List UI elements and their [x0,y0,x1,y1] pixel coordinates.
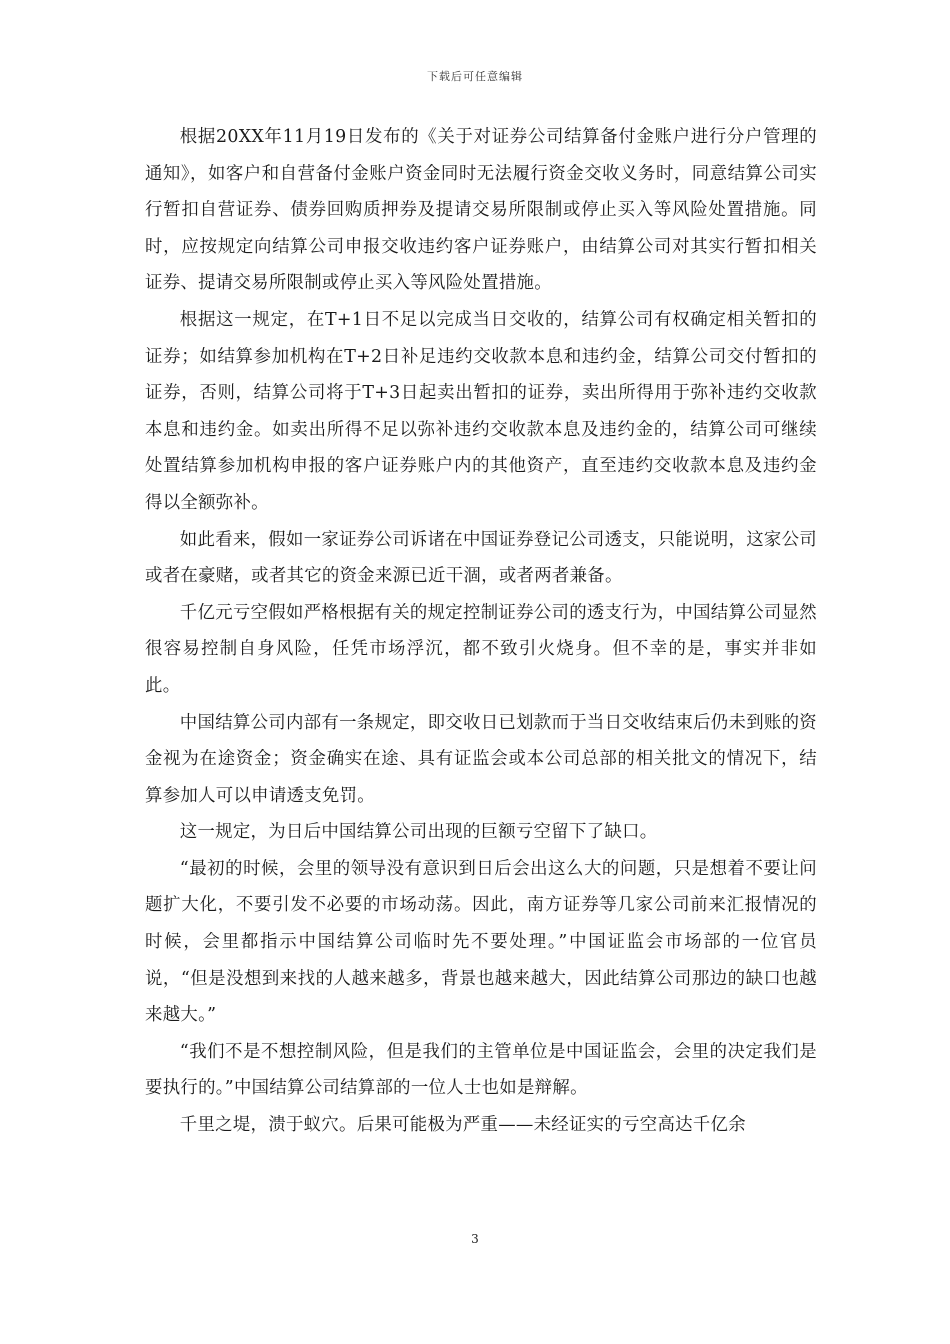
paragraph: “我们不是不想控制风险，但是我们的主管单位是中国证监会，会里的决定我们是要执行的。”中国结算公司结算部的一位人士也如是辩解。 [145,1041,817,1099]
page-header: 下载后可任意编辑 [427,70,523,83]
paragraph: 中国结算公司内部有一条规定，即交收日已划款而于当日交收结束后仍未到账的资金视为在途资金；资金确实在途、具有证监会或本公司总部的相关批文的情况下，结算参加人可以申请透支免罚。 [145,712,817,806]
paragraph: 千亿元亏空假如严格根据有关的规定控制证券公司的透支行为，中国结算公司显然很容易控制自身风险，任凭市场浮沉，都不致引火烧身。但不幸的是，事实并非如此。 [145,602,817,696]
paragraph: 根据这一规定，在T+1日不足以完成当日交收的，结算公司有权确定相关暂扣的证券；如结算参加机构在T+2日补足违约交收款本息和违约金，结算公司交付暂扣的证券，否则，结算公司将于T+3日起卖出暂扣的证券，卖出所得用于弥补违约交收款本息和违约金。如卖出所得不足以弥补违约交收款本息及违约金的，结算公司可继续处置结算参加机构申报的客户证券账户内的其他资产，直至违约交收款本息及违约金得以全额弥补。 [145,309,817,513]
paragraph: 这一规定，为日后中国结算公司出现的巨额亏空留下了缺口。 [179,822,658,843]
paragraph: 如此看来，假如一家证券公司诉诸在中国证券登记公司透支，只能说明，这家公司或者在豪赌，或者其它的资金来源已近干涸，或者两者兼备。 [145,529,817,587]
page-number: 3 [471,1232,479,1246]
document-body [145,119,817,1144]
paragraph: 根据20XX年11月19日发布的《关于对证券公司结算备付金账户进行分户管理的通知》，如客户和自营备付金账户资金同时无法履行资金交收义务时，同意结算公司实行暂扣自营证券、债券回购质押券及提请交易所限制或停止买入等风险处置措施。同时，应按规定向结算公司申报交收违约客户证券账户，由结算公司对其实行暂扣相关证券、提请交易所限制或停止买入等风险处置措施。 [145,127,817,294]
paragraph: “最初的时候，会里的领导没有意识到日后会出这么大的问题，只是想着不要让问题扩大化，不要引发不必要的市场动荡。因此，南方证券等几家公司前来汇报情况的时候，会里都指示中国结算公司临时先不要处理。”中国证监会市场部的一位官员说，“但是没想到来找的人越来越多，背景也越来越大，因此结算公司那边的缺口也越来越大。” [145,858,817,1026]
paragraph: 千里之堤，溃于蚁穴。后果可能极为严重——未经证实的亏空高达千亿余 [179,1115,746,1136]
